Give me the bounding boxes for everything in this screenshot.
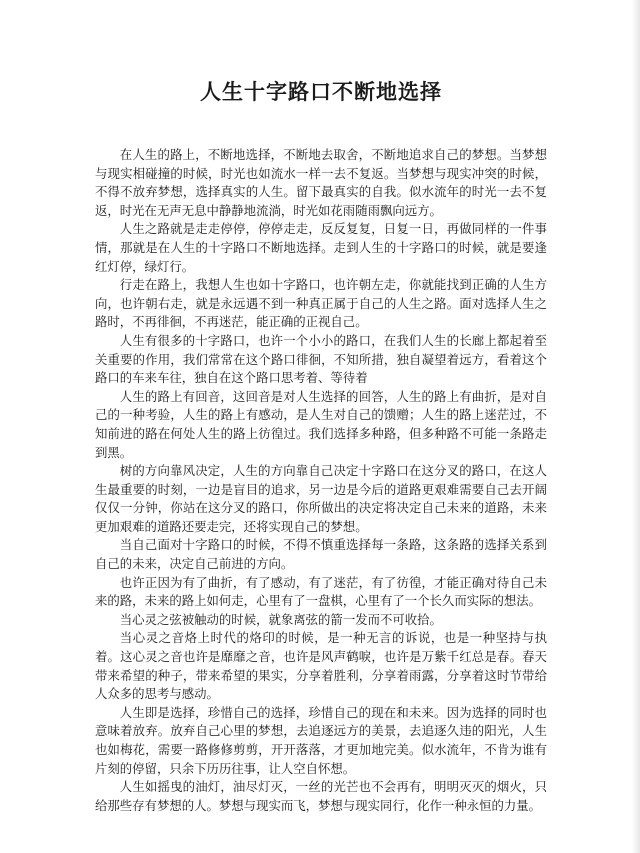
article-paragraph-2: 人生之路就是走走停停，停停走走，反反复复，日复一日，再做同样的一件事情，那就是在人生的十字路口不断地选择。走到人生的十字路口的时候，就是要逢红灯停，绿灯行。 [95,221,547,274]
article-paragraph-8: 也许正因为有了曲折，有了感动，有了迷茫，有了彷徨，才能正确对待自己未来的路，未来的路上如何走，心里有了一盘棋，心里有了一个长久而实际的想法。 [95,574,547,609]
article-title: 人生十字路口不断地选择 [200,80,442,104]
article [95,78,547,815]
article-paragraph-3: 行走在路上，我想人生也如十字路口，也许朝左走，你就能找到正确的人生方向，也许朝右走，就是永远遇不到一种真正属于自己的人生之路。面对选择人生之路时，不再徘徊，不再迷茫，能正确的正视自己。 [95,277,547,330]
article-paragraph-9: 当心灵之弦被触动的时候，就象离弦的箭一发而不可收拾。 [119,611,442,627]
article-paragraph-5: 人生的路上有回音，这回音是对人生选择的回答，人生的路上有曲折，是对自己的一种考验，人生的路上有感动，是人生对自己的馈赠；人生的路上迷茫过，不知前进的路在何处人生的路上彷徨过。我们选择多种路，但多种路不可能一条路走到黑。 [95,388,547,460]
article-paragraph-4: 人生有很多的十字路口，也许一个小小的路口，在我们人生的长廊上都起着至关重要的作用，我们常常在这个路口徘徊，不知所措，独自凝望着远方，看着这个路口的车来车往，独自在这个路口思考着、等待着 [95,332,547,386]
article-paragraph-7: 当自己面对十字路口的时候，不得不慎重选择每一条路，这条路的选择关系到自己的未来，决定自己前进的方向。 [95,537,547,572]
page-edge-shadow [632,0,640,853]
article-paragraph-1: 在人生的路上，不断地选择，不断地去取舍，不断地追求自己的梦想。当梦想与现实相碰撞的时候，时光也如流水一样一去不复返。当梦想与现实冲突的时候，不得不放弃梦想，选择真实的人生。留下最真实的自我。似水流年的时光一去不复返，时光在无声无息中静静地流淌，时光如花雨随雨飘向远方。 [95,147,547,218]
article-paragraph-12: 人生如摇曳的油灯，油尽灯灭，一丝的光芒也不会再有，明明灭灭的烟火，只给那些存有梦想的人。梦想与现实而飞，梦想与现实同行，化作一种永恒的力量。 [95,779,547,813]
article-paragraph-11: 人生即是选择，珍惜自己的选择，珍惜自己的现在和未来。因为选择的同时也意味着放弃。放弃自己心里的梦想，去追逐远方的美景，去追逐久违的阳光，人生也如梅花，需要一路修修剪剪，开开落落，才更加地完美。似水流年，不肯为谁有片刻的停留，只余下历历往事，让人空自怀想。 [95,704,547,776]
article-paragraph-10: 当心灵之音烙上时代的烙印的时候，是一种无言的诉说，也是一种坚持与执着。这心灵之音也许是靡靡之音，也许是风声鹤唳，也许是万紫千红总是春。春天带来希望的种子，带来希望的果实，分享着胜利，分享着雨露，分享着这时节带给人众多的思考与感动。 [95,630,547,702]
article-paragraph-6: 树的方向靠风决定，人生的方向靠自己决定十字路口在这分叉的路口，在这人生最重要的时刻，一边是盲目的追求，另一边是今后的道路更艰难需要自己去开阔仅仅一分钟，你站在这分叉的路口，你所做出的决定将决定自己未来的道路，未来更加艰难的道路还要走完，还将实现自己的梦想。 [95,463,547,534]
